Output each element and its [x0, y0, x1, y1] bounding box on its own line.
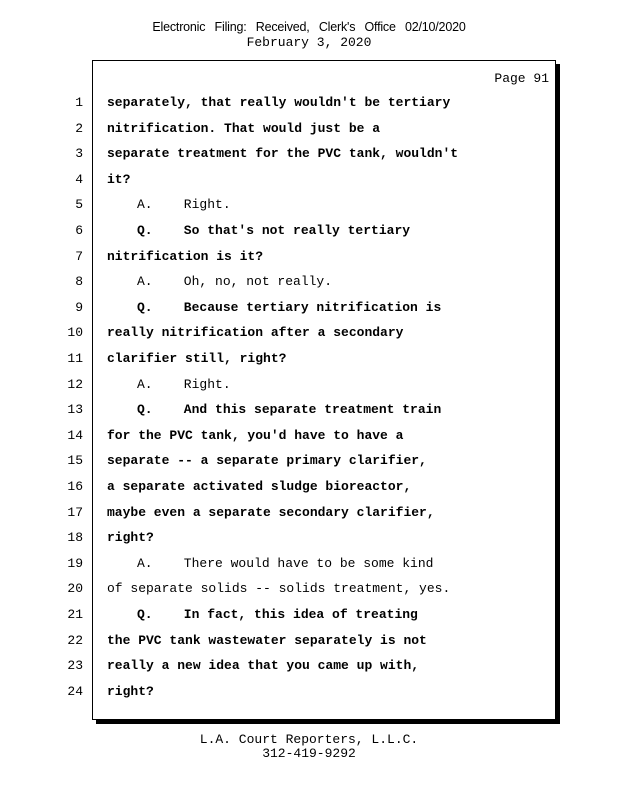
transcript-line: separate -- a separate primary clarifier, [107, 453, 427, 469]
line-number: 5 [75, 197, 83, 213]
transcript-line: nitrification. That would just be a [107, 120, 381, 136]
line-number: 12 [67, 376, 83, 392]
line-number: 2 [75, 120, 83, 136]
transcript-line: A. Right. [137, 197, 231, 213]
transcript-line: really a new idea that you came up with, [107, 658, 420, 674]
transcript-line: A. Oh, no, not really. [137, 274, 333, 290]
line-number: 22 [67, 632, 83, 648]
line-number: 4 [75, 171, 83, 187]
line-number: 24 [67, 683, 83, 699]
line-number: 9 [75, 299, 83, 315]
transcript-line: for the PVC tank, you'd have to have a [107, 427, 404, 443]
transcript-line: of separate solids -- solids treatment, yes. [107, 581, 451, 597]
transcript-line: Q. In fact, this idea of treating [137, 607, 418, 622]
line-number: 7 [75, 248, 83, 264]
line-number: 8 [75, 274, 83, 290]
line-number: 23 [67, 658, 83, 674]
line-number: 10 [67, 325, 83, 341]
line-number: 3 [75, 146, 83, 162]
line-number: 16 [67, 479, 83, 494]
transcript-line: A. Right. [137, 376, 231, 392]
transcript-line: maybe even a separate secondary clarifier, [107, 504, 435, 520]
page-number: Page 91 [494, 71, 549, 86]
line-number: 15 [67, 453, 83, 469]
line-number: 18 [67, 530, 83, 546]
transcript-line: separately, that really wouldn't be tertiary [107, 95, 451, 110]
transcript-line: a separate activated sludge bioreactor, [107, 479, 412, 494]
transcript-line: really nitrification after a secondary [107, 325, 404, 341]
line-number: 14 [67, 427, 83, 443]
transcript-date: February 3, 2020 [246, 35, 372, 50]
reporter-phone: 312-419-9292 [262, 746, 356, 761]
transcript-line: right? [107, 530, 154, 546]
transcript-line: right? [107, 683, 154, 699]
line-number: 1 [75, 95, 83, 110]
line-number: 6 [75, 223, 83, 238]
filing-stamp: Electronic Filing: Received, Clerk's Office 02/10/2020 [152, 20, 466, 34]
reporter-company: L.A. Court Reporters, L.L.C. [199, 732, 419, 747]
transcript-line: it? [107, 171, 131, 187]
line-number: 11 [67, 351, 83, 366]
transcript-line: Q. And this separate treatment train [137, 402, 442, 418]
line-number: 20 [67, 581, 83, 597]
line-number: 17 [67, 504, 83, 520]
transcript-line: nitrification is it? [107, 248, 264, 264]
transcript-line: separate treatment for the PVC tank, wouldn't [107, 146, 459, 162]
transcript-line: A. There would have to be some kind [137, 555, 434, 571]
transcript-line: clarifier still, right? [107, 351, 287, 366]
line-number: 19 [67, 555, 83, 571]
line-number: 21 [67, 607, 83, 622]
line-number: 13 [67, 402, 83, 418]
transcript-line: Q. So that's not really tertiary [137, 223, 411, 238]
transcript-line: the PVC tank wastewater separately is not [107, 632, 427, 648]
transcript-line: Q. Because tertiary nitrification is [137, 299, 442, 315]
